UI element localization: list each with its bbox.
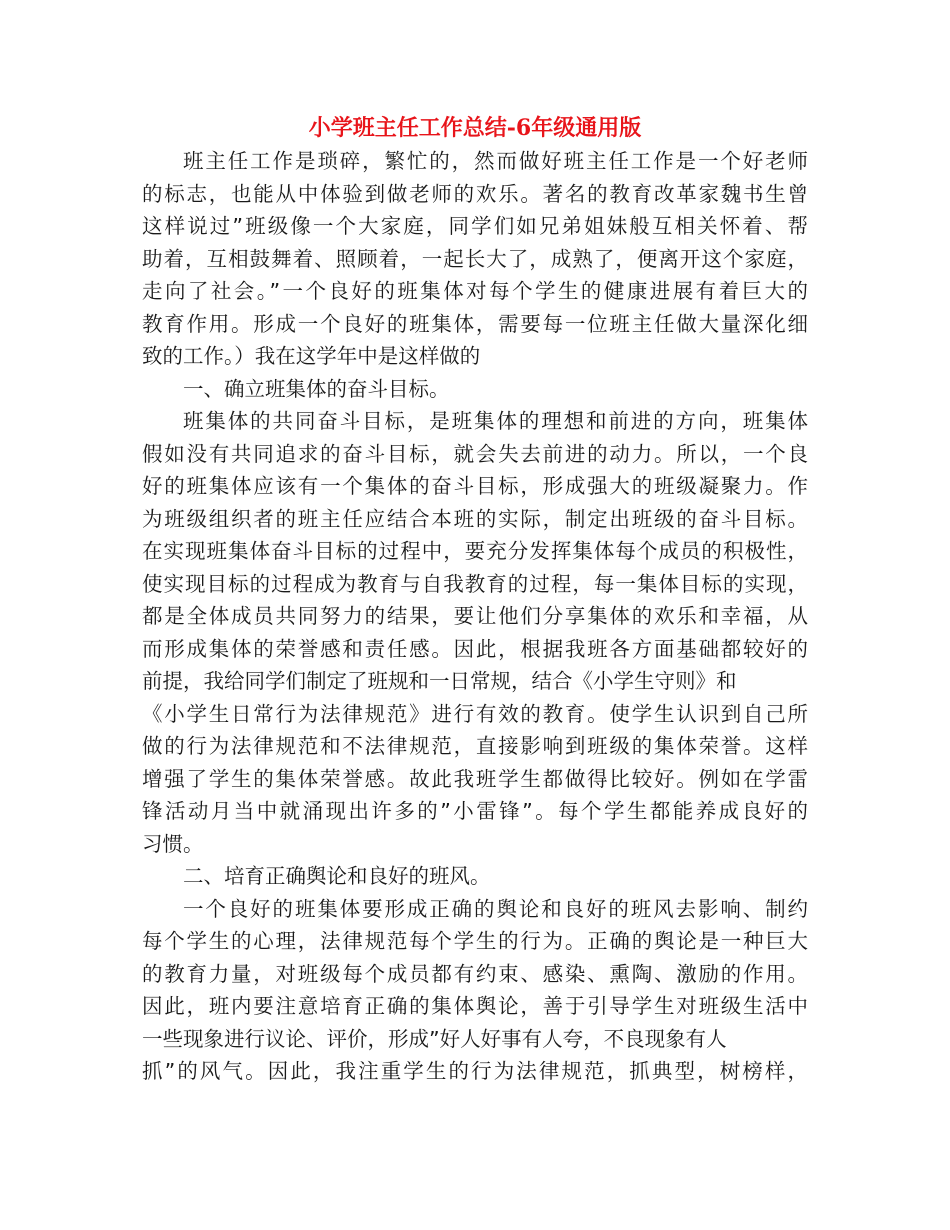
body-text-line: 好的班集体应该有一个集体的奋斗目标，形成强大的班级凝聚力。作 [142, 474, 808, 498]
body-text-line: 班集体的共同奋斗目标，是班集体的理想和前进的方向，班集体 [183, 409, 808, 433]
body-text-line: 都是全体成员共同努力的结果，要让他们分享集体的欢乐和幸福，从 [142, 604, 808, 628]
body-text-line: 习惯。 [142, 831, 204, 856]
body-text-line: 而形成集体的荣誉感和责任感。因此，根据我班各方面基础都较好的 [142, 636, 808, 661]
body-text-line: 锋活动月当中就涌现出许多的”小雷锋”。每个学生都能养成良好的 [142, 799, 808, 823]
body-text-line: 一些现象进行议论、评价，形成”好人好事有人夸，不良现象有人 [142, 1026, 727, 1051]
body-text-line: 每个学生的心理，法律规范每个学生的行为。正确的舆论是一种巨大 [142, 929, 808, 953]
body-text-line: 为班级组织者的班主任应结合本班的实际，制定出班级的奋斗目标。 [142, 506, 808, 531]
document-body [142, 145, 808, 1088]
body-text-line: 一、确立班集体的奋斗目标。 [183, 376, 450, 401]
body-text-line: 一个良好的班集体要形成正确的舆论和良好的班风去影响、制约 [183, 896, 808, 921]
body-text-line: 假如没有共同追求的奋斗目标，就会失去前进的动力。所以，一个良 [142, 441, 808, 466]
body-text-line: 二、培育正确舆论和良好的班风。 [183, 864, 491, 888]
body-text-line: 助着，互相鼓舞着、照顾着，一起长大了，成熟了，便离开这个家庭， [142, 246, 808, 271]
body-text-line: 做的行为法律规范和不法律规范，直接影响到班级的集体荣誉。这样 [142, 734, 808, 758]
body-text-line: 教育作用。形成一个良好的班集体，需要每一位班主任做大量深化细 [142, 311, 808, 336]
body-text-line: 抓”的风气。因此，我注重学生的行为法律规范，抓典型，树榜样， [142, 1059, 808, 1083]
body-text-line: 这样说过”班级像一个大家庭，同学们如兄弟姐妹般互相关怀着、帮 [142, 214, 808, 238]
body-text-line: 在实现班集体奋斗目标的过程中，要充分发挥集体每个成员的积极性， [142, 539, 808, 563]
body-text-line: 前提，我给同学们制定了班规和一日常规，结合《小学生守则》和 [142, 669, 737, 693]
body-text-line: 的标志，也能从中体验到做老师的欢乐。著名的教育改革家魏书生曾 [142, 181, 808, 206]
body-text-line: 的教育力量，对班级每个成员都有约束、感染、熏陶、激励的作用。 [142, 961, 808, 986]
body-text-line: 使实现目标的过程成为教育与自我教育的过程，每一集体目标的实现， [142, 571, 808, 596]
body-text-line: 增强了学生的集体荣誉感。故此我班学生都做得比较好。例如在学雷 [142, 766, 808, 791]
body-text-line: 班主任工作是琐碎，繁忙的，然而做好班主任工作是一个好老师 [183, 149, 808, 173]
document-title: 小学班主任工作总结-6年级通用版 [308, 115, 642, 141]
body-text-line: 因此，班内要注意培育正确的集体舆论，善于引导学生对班级生活中 [142, 994, 808, 1018]
body-text-line: 致的工作。）我在这学年中是这样做的 [142, 344, 481, 368]
body-text-line: 《小学生日常行为法律规范》进行有效的教育。使学生认识到自己所 [142, 701, 808, 726]
body-text-line: 走向了社会。”一个良好的班集体对每个学生的健康进展有着巨大的 [142, 279, 808, 303]
